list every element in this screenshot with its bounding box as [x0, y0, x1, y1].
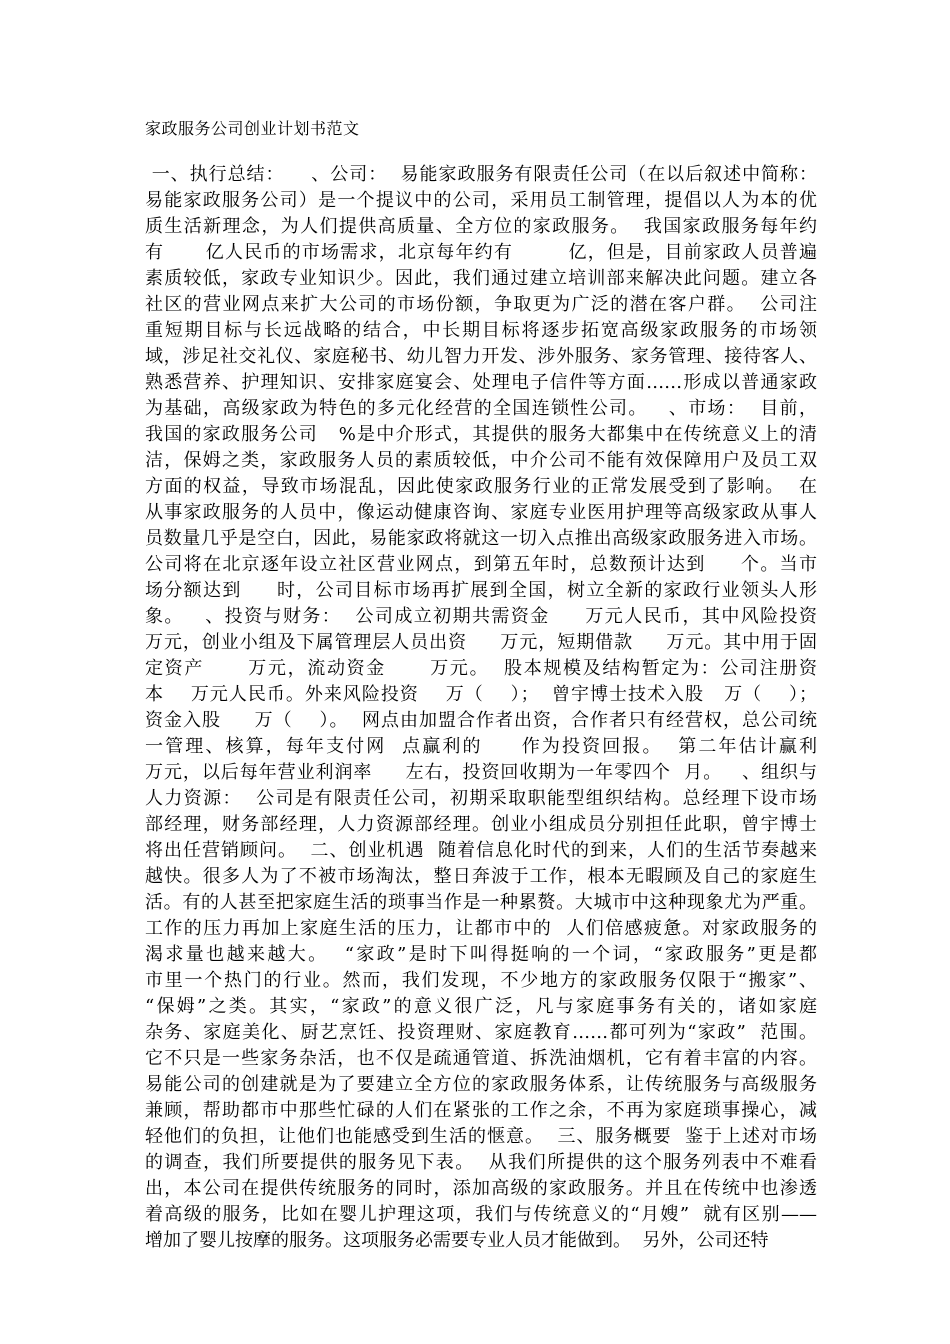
body-text-line: 定资产 万元，流动资金 万元。 股本规模及结构暂定为：公司注册资	[145, 658, 817, 679]
body-text-line: 兼顾，帮助都市中那些忙碌的人们在紧张的工作之余，不再为家庭琐事操心，减	[145, 1100, 817, 1121]
body-text-line: 员数量几乎是空白，因此，易能家政将就这一切入点推出高级家政服务进入市场。	[145, 528, 817, 549]
body-text-line: 公司将在北京逐年设立社区营业网点，到第五年时，总数预计达到 个。当市	[145, 554, 817, 575]
body-text-line: 增加了婴儿按摩的服务。这项服务必需要专业人员才能做到。 另外，公司还特	[145, 1230, 769, 1251]
body-text-line: 将出任营销顾问。 二、创业机遇 随着信息化时代的到来，人们的生活节奏越来	[145, 840, 817, 861]
body-text-line: 易能家政服务公司）是一个提议中的公司，采用员工制管理，提倡以人为本的优	[145, 190, 817, 211]
document-body	[145, 162, 817, 1254]
body-text-line: 重短期目标与长远战略的结合，中长期目标将逐步拓宽高级家政服务的市场领	[145, 320, 817, 341]
body-text-line: 出，本公司在提供传统服务的同时，添加高级的家政服务。并且在传统中也渗透	[145, 1178, 817, 1199]
body-text-line: 人力资源： 公司是有限责任公司，初期采取职能型组织结构。总经理下设市场	[145, 788, 817, 809]
body-text-line: 市里一个热门的行业。然而，我们发现，不少地方的家政服务仅限于“搬家”、	[145, 970, 817, 991]
body-text-line: 轻他们的负担，让他们也能感受到生活的惬意。 三、服务概要 鉴于上述对市场	[145, 1126, 817, 1147]
body-text-line: 社区的营业网点来扩大公司的市场份额，争取更为广泛的潜在客户群。 公司注	[145, 294, 817, 315]
body-text-line: 万元，以后每年营业利润率 左右，投资回收期为一年零四个 月。 、组织与	[145, 762, 817, 783]
body-text-line: 资金入股 万（ ）。 网点由加盟合作者出资，合作者只有经营权，总公司统	[145, 710, 817, 731]
body-text-line: 它不只是一些家务杂活，也不仅是疏通管道、拆洗油烟机，它有着丰富的内容。	[145, 1048, 817, 1069]
body-text-line: 有 亿人民币的市场需求，北京每年约有 亿，但是，目前家政人员普遍	[145, 242, 817, 263]
body-text-line: 洁，保姆之类，家政服务人员的素质较低，中介公司不能有效保障用户及员工双	[145, 450, 817, 471]
body-text-line: 杂务、家庭美化、厨艺烹饪、投资理财、家庭教育……都可列为“家政” 范围。	[145, 1022, 817, 1043]
body-text-line: 象。 、投资与财务： 公司成立初期共需资金 万元人民币，其中风险投资	[145, 606, 817, 627]
body-text-line: 部经理，财务部经理，人力资源部经理。创业小组成员分别担任此职，曾宇博士	[145, 814, 817, 835]
body-text-line: 活。有的人甚至把家庭生活的琐事当作是一种累赘。大城市中这种现象尤为严重。	[145, 892, 817, 913]
body-text-line: 渴求量也越来越大。 “家政”是时下叫得挺响的一个词，“家政服务”更是都	[145, 944, 817, 965]
body-text-line: 我国的家政服务公司 %是中介形式，其提供的服务大都集中在传统意义上的清	[145, 424, 817, 445]
body-text-line: 域，涉足社交礼仪、家庭秘书、幼儿智力开发、涉外服务、家务管理、接待客人、	[145, 346, 817, 367]
body-text-line: 从事家政服务的人员中，像运动健康咨询、家庭专业医用护理等高级家政从事人	[145, 502, 817, 523]
body-text-line: 一管理、核算，每年支付网 点赢利的 作为投资回报。 第二年估计赢利	[145, 736, 817, 757]
body-text-line: 工作的压力再加上家庭生活的压力，让都市中的 人们倍感疲惫。对家政服务的	[145, 918, 817, 939]
body-text-line: 质生活新理念，为人们提供高质量、全方位的家政服务。 我国家政服务每年约	[145, 216, 817, 237]
body-text-line: 素质较低，家政专业知识少。因此，我们通过建立培训部来解决此问题。建立各	[145, 268, 817, 289]
document-title: 家政服务公司创业计划书范文	[145, 119, 360, 138]
body-text-line: 一、执行总结： 、公司： 易能家政服务有限责任公司（在以后叙述中简称：	[145, 164, 817, 185]
body-text-line: 万元，创业小组及下属管理层人员出资 万元，短期借款 万元。其中用于固	[145, 632, 817, 653]
body-text-line: 为基础，高级家政为特色的多元化经营的全国连锁性公司。 、市场： 目前，	[145, 398, 817, 419]
body-text-line: 场分额达到 时，公司目标市场再扩展到全国，树立全新的家政行业领头人形	[145, 580, 817, 601]
body-text-line: 本 万元人民币。外来风险投资 万（ ）； 曾宇博士技术入股 万（ ）；	[145, 684, 817, 705]
body-text-line: 越快。很多人为了不被市场淘汰，整日奔波于工作，根本无暇顾及自己的家庭生	[145, 866, 817, 887]
body-text-line: 易能公司的创建就是为了要建立全方位的家政服务体系，让传统服务与高级服务	[145, 1074, 817, 1095]
body-text-line: 的调查，我们所要提供的服务见下表。 从我们所提供的这个服务列表中不难看	[145, 1152, 817, 1173]
body-text-line: 方面的权益，导致市场混乱，因此使家政服务行业的正常发展受到了影响。 在	[145, 476, 817, 497]
body-text-line: 熟悉营养、护理知识、安排家庭宴会、处理电子信件等方面……形成以普通家政	[145, 372, 817, 393]
body-text-line: 着高级的服务，比如在婴儿护理这项，我们与传统意义的“月嫂” 就有区别——	[145, 1204, 817, 1225]
body-text-line: “保姆”之类。其实，“家政”的意义很广泛，凡与家庭事务有关的，诸如家庭	[145, 996, 817, 1017]
